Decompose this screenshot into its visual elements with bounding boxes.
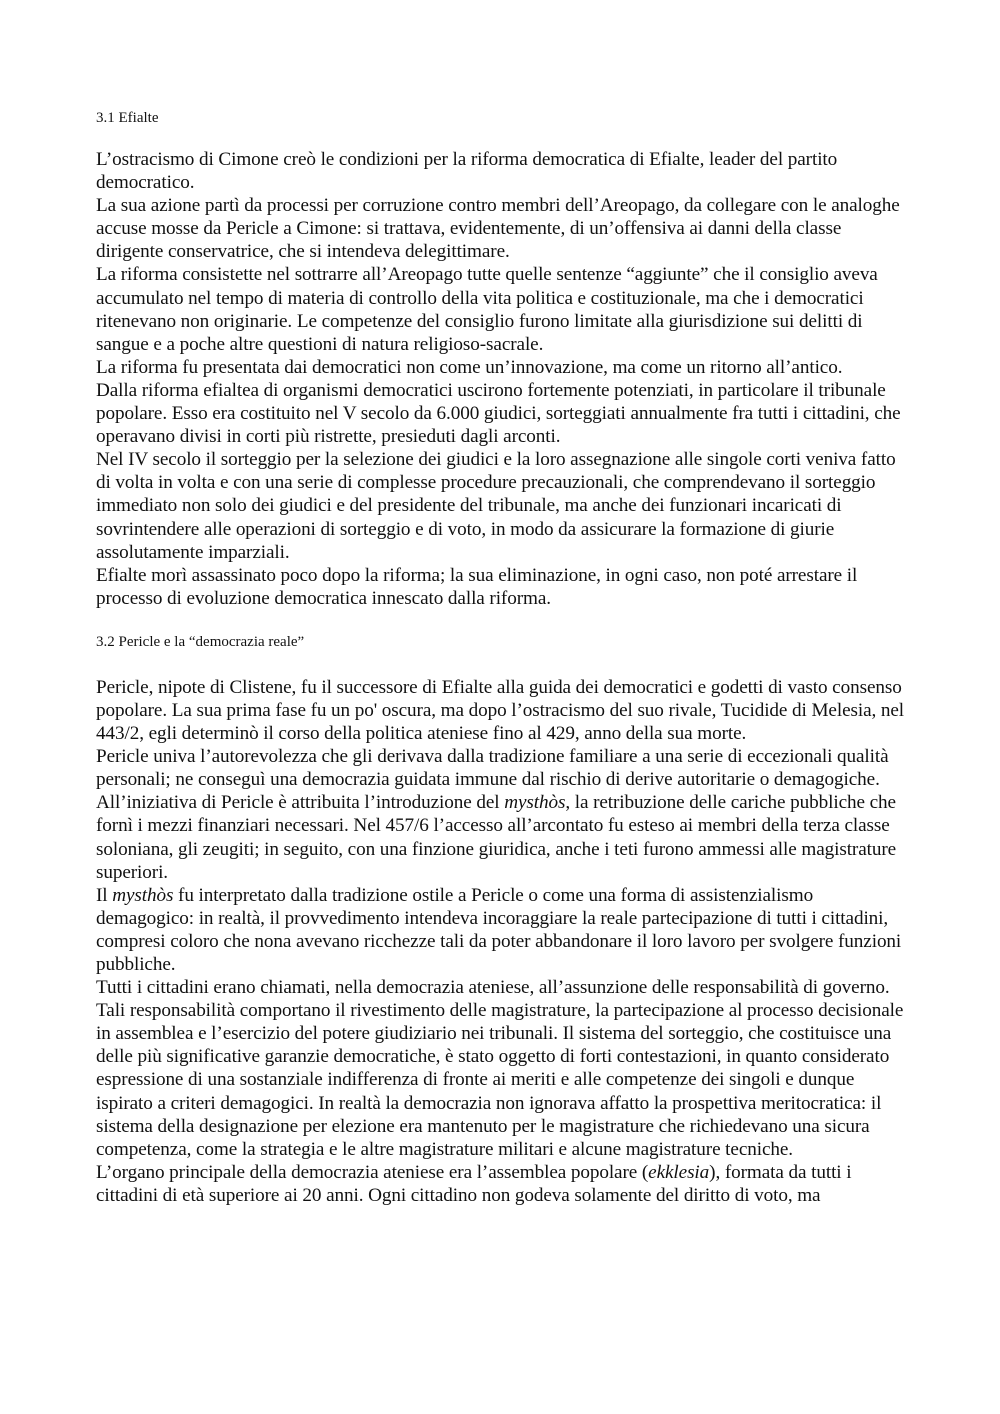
- paragraph: [96, 884, 908, 976]
- italic-term: ekklesia: [648, 1161, 710, 1183]
- text-run: fu interpretato dalla tradizione ostile a Pericle o come una forma di assistenzialismo demagogico: in realtà, il provvedimento intendeva incoraggiare la reale partecipazione di tutti i cittadini, compresi coloro che nona avevano ricchezze tali da poter abbandonare il loro lavoro per svolgere funzioni pubbliche.: [96, 884, 902, 975]
- paragraph: [96, 1161, 908, 1207]
- section-heading-pericle: 3.2 Pericle e la “democrazia reale”: [96, 633, 305, 650]
- paragraph: Pericle, nipote di Clistene, fu il successore di Efialte alla guida dei democratici e godetti di vasto consenso popolare. La sua prima fase fu un po' oscura, ma dopo l’ostracismo del suo rivale, Tucidide di Melesia, nel 443/2, egli determinò il corso della politica ateniese fino al 429, anno della sua morte.: [96, 676, 905, 745]
- paragraph: [96, 791, 908, 883]
- paragraph: La riforma consistette nel sottrarre all’Areopago tutte quelle sentenze “aggiunte” che il consiglio aveva accumulato nel tempo di materia di controllo della vita politica e costituzionale, ma che i democratici ritenevano non originarie. Le competenze del consiglio furono limitate alla giurisdizione sui delitti di sangue e a poche altre questioni di natura religioso-sacrale.: [96, 264, 878, 355]
- text-run: All’iniziativa di Pericle è attribuita l’introduzione del: [96, 792, 505, 814]
- italic-term: mysthòs: [112, 884, 174, 906]
- text-run: L’organo principale della democrazia ateniese era l’assemblea popolare (: [96, 1161, 649, 1183]
- text-run: , la retribuzione delle cariche pubbliche che fornì i mezzi finanziari necessari. Nel 457/6 l’accesso all’arcontato fu esteso ai membri della terza classe soloniana, gli zeugiti; in seguito, con una finzione giuridica, anche i teti furono ammessi alle magistrature superiori.: [96, 792, 897, 883]
- paragraph: Nel IV secolo il sorteggio per la selezione dei giudici e la loro assegnazione alle singole corti veniva fatto di volta in volta e con una serie di complesse procedure precauzionali, che comprendevano il sorteggio immediato non solo dei giudici e del presidente del tribunale, ma anche dei funzionari incaricati di sovrintendere alle operazioni di sorteggio e di voto, in modo da assicurare la formazione di giurie assolutamente imparziali.: [96, 449, 896, 563]
- text-run: Il: [96, 884, 113, 906]
- section-heading-efialte: 3.1 Efialte: [96, 110, 159, 126]
- paragraph: La sua azione partì da processi per corruzione contro membri dell’Areopago, da collegare con le analoghe accuse mosse da Pericle a Cimone: si trattava, evidentemente, di un’offensiva ai danni della classe dirigente conservatrice, che si intendeva delegittimare.: [96, 195, 900, 263]
- section-body-efialte: [96, 148, 908, 610]
- italic-term: mysthòs: [504, 792, 566, 814]
- section-body-pericle: [96, 676, 908, 1207]
- paragraph: La riforma fu presentata dai democratici non come un’innovazione, ma come un ritorno all’antico.: [96, 356, 843, 378]
- paragraph: Dalla riforma efialtea di organismi democratici uscirono fortemente potenziati, in particolare il tribunale popolare. Esso era costituito nel V secolo da 6.000 giudici, sorteggiati annualmente fra tutti i cittadini, che operavano divisi in corti più ristrette, presieduti dagli arconti.: [96, 379, 901, 448]
- paragraph: Tutti i cittadini erano chiamati, nella democrazia ateniese, all’assunzione delle responsabilità di governo. Tali responsabilità comportano il rivestimento delle magistrature, la partecipazione al processo decisionale in assemblea e l’esercizio del potere giudiziario nei tribunali. Il sistema del sorteggio, che costituisce una delle più significative garanzie democratiche, è stato oggetto di forti contestazioni, in quanto considerato espressione di una sostanziale indifferenza di fronte ai meriti e alle competenze dei singoli e dunque ispirato a criteri demagogici. In realtà la democrazia non ignorava affatto la prospettiva meritocratica: il sistema della designazione per elezione era mantenuto per le magistrature che richiedevano una sicura competenza, come la strategia e le altre magistrature militari e alcune magistrature tecniche.: [96, 977, 904, 1160]
- paragraph: Pericle univa l’autorevolezza che gli derivava dalla tradizione familiare a una serie di eccezionali qualità personali; ne conseguì una democrazia guidata immune dal rischio di derive autoritarie o demagogiche.: [96, 746, 889, 791]
- text-run: ), formata da tutti i cittadini di età superiore ai 20 anni. Ogni cittadino non godeva solamente del diritto di voto, ma: [96, 1161, 852, 1206]
- document-page: [96, 108, 908, 1207]
- paragraph: L’ostracismo di Cimone creò le condizioni per la riforma democratica di Efialte, leader del partito democratico.: [96, 149, 838, 194]
- paragraph: Efialte morì assassinato poco dopo la riforma; la sua eliminazione, in ogni caso, non poté arrestare il processo di evoluzione democratica innescato dalla riforma.: [96, 564, 858, 609]
